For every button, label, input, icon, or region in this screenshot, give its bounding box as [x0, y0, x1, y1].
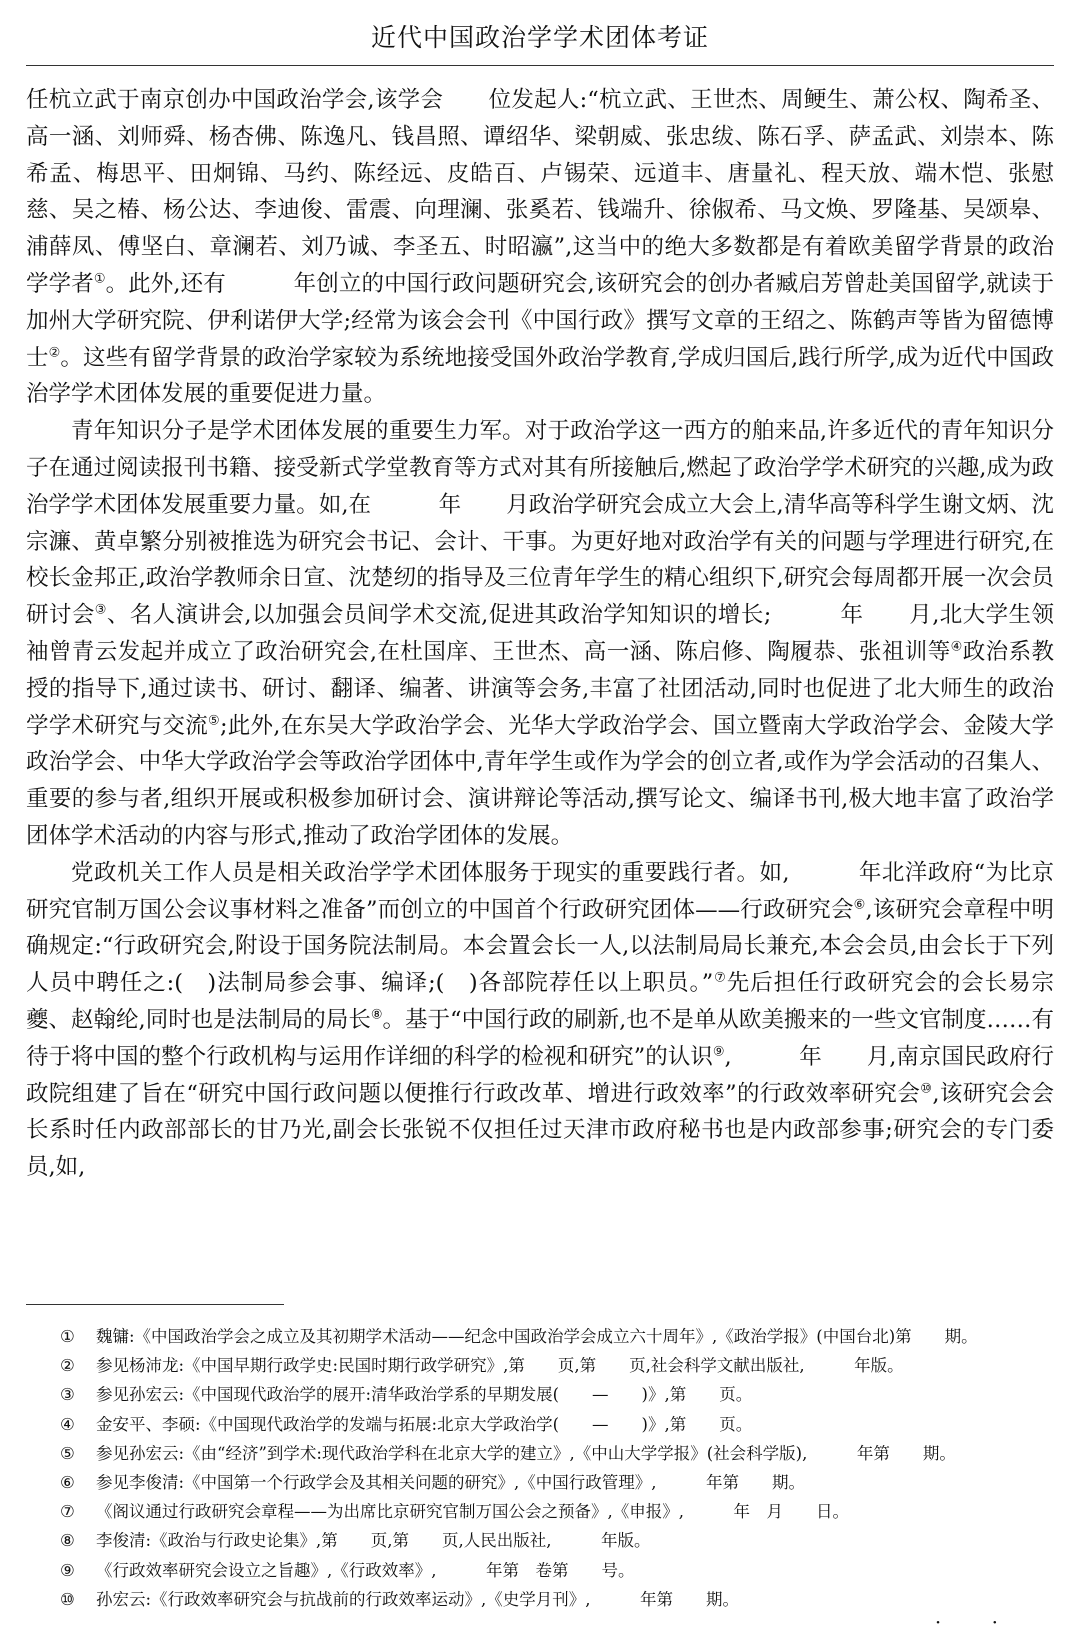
footnote-number: ② [60, 1356, 75, 1376]
footnote-text: 魏镛:《中国政治学会之成立及其初期学术活动——纪念中国政治学会成立六十周年》,《政治学报》(中国台北)第 期。 [96, 1327, 978, 1346]
footnote-item [60, 1380, 1054, 1409]
footnote-item [60, 1497, 1054, 1526]
footnote-ref: ⑩ [920, 1081, 933, 1097]
footnote-number: ⑩ [60, 1589, 75, 1609]
footnote-number: ⑨ [60, 1560, 75, 1580]
paragraph-text: ,该研究会章程中明确规定:“行政研究会,附设于国务院法制局。本会置会长一人,以法制局局长兼充,本会会员,由会长于下列人员中聘任之:( )法制局参会事、编译;( )各部院荐任以上职员。” [26, 896, 1055, 997]
footnote-item [60, 1556, 1054, 1585]
paragraph-text: 。此外,还有 年创立的中国行政问题研究会,该研究会的创办者臧启芳曾赴美国留学,就读于加州大学研究院、伊利诺伊大学;经常为该会会刊《中国行政》撰写文章的王绍之、陈鹤声等皆为留德博士 [26, 270, 1054, 371]
footnote-text: 参见李俊清:《中国第一个行政学会及其相关问题的研究》,《中国行政管理》, 年第 期。 [96, 1473, 806, 1493]
paragraph-text: ,该研究会会长系时任内政部部长的甘乃光,副会长张锐不仅担任过天津市政府秘书也是内政部参事;研究会的专门委员,如, [26, 1080, 1054, 1181]
footnote-item [60, 1585, 1054, 1614]
paragraph-text: 先后担任行政研究会的会长易宗夔、赵翰纶,同时也是法制局的局长 [26, 970, 1055, 1033]
footnote-ref: ⑨ [712, 1044, 725, 1060]
page-marker: · · [934, 1610, 1020, 1634]
footnote-text: 金安平、李硕:《中国现代政治学的发端与拓展:北京大学政治学( — )》,第 页。 [96, 1414, 753, 1434]
footnote-item [60, 1351, 1054, 1380]
footnote-text: 《行政效率研究会设立之旨趣》,《行政效率》, 年第 卷第 号。 [96, 1560, 635, 1580]
footnote-number: ① [60, 1327, 75, 1346]
footnote-ref: ⑧ [370, 1007, 383, 1023]
footnote-text: 参见孙宏云:《中国现代政治学的展开:清华政治学系的早期发展( — )》,第 页。 [96, 1385, 753, 1405]
footnote-item [60, 1468, 1054, 1497]
body-text [26, 82, 1054, 1186]
paragraph-text: 政治系教授的指导下,通过读书、研讨、翻译、编著、讲演等会务,丰富了社团活动,同时也促进了北大师生的政治学学术研究与交流 [26, 638, 1054, 739]
footnote-number: ③ [60, 1385, 75, 1405]
footnote-text: 《阁议通过行政研究会章程——为出席比京研究官制万国公会之预备》,《申报》, 年 月 日。 [96, 1502, 849, 1522]
body-paragraph [26, 413, 1054, 855]
footnote-number: ⑥ [60, 1473, 75, 1493]
footnote-number: ⑦ [60, 1502, 75, 1522]
body-paragraph [26, 82, 1054, 413]
footnotes [60, 1322, 1054, 1614]
body-paragraph [26, 855, 1054, 1186]
paragraph-text: 党政机关工作人员是相关政治学学术团体服务于现实的重要践行者。如, 年北洋政府“为比京研究官制万国公会议事材料之准备”而创立的中国首个行政研究团体——行政研究会 [26, 859, 1054, 923]
paragraph-text: 青年知识分子是学术团体发展的重要生力军。对于政治学这一西方的舶来品,许多近代的青年知识分子在通过阅读报刊书籍、接受新式学堂教育等方式对其有所接触后,燃起了政治学学术研究的兴趣,成为政治学学术团体发展重要力量。如,在 年 月政治学研究会成立大会上,清华高等科学生谢文炳、沈宗濂、黄卓繁分别被推选为研究会书记、会计、干事。为更好地对政治学有关的问题与学理进行研究,在校长金邦正,政治学教师余日宣、沈楚纫的指导及三位青年学生的精心组织下,研究会每周都开展一次会员研讨会 [26, 418, 1054, 629]
footnote-ref: ⑤ [208, 713, 220, 729]
footnote-ref: ② [48, 345, 61, 361]
footnote-text: 李俊清:《政治与行政史论集》,第 页,第 页,人民出版社, 年版。 [96, 1531, 651, 1551]
footnote-text: 参见杨沛龙:《中国早期行政学史:民国时期行政学研究》,第 页,第 页,社会科学文献出版社, 年版。 [96, 1356, 904, 1376]
paragraph-text: 任杭立武于南京创办中国政治学会,该学会 位发起人:“杭立武、王世杰、周鲠生、萧公权、陶希圣、高一涵、刘师舜、杨杏佛、陈逸凡、钱昌照、谭绍华、梁朝威、张忠绂、陈石孚、萨孟武、刘崇本、陈希孟、梅思平、田炯锦、马约、陈经远、皮皓百、卢锡荣、远道丰、唐量礼、程天放、端木恺、张慰慈、吴之椿、杨公达、李迪俊、雷震、向理澜、张奚若、钱端升、徐俶希、马文焕、罗隆基、吴颂皋、浦薛凤、傅坚白、章澜若、刘乃诚、李圣五、时昭瀛”,这当中的绝大多数都是有着欧美留学背景的政治学学者 [26, 87, 1054, 297]
footnote-ref: ① [93, 271, 106, 287]
paragraph-text: 。这些有留学背景的政治学家较为系统地接受国外政治学教育,学成归国后,践行所学,成为近代中国政治学学术团体发展的重要促进力量。 [26, 344, 1054, 408]
footnote-text: 参见孙宏云:《由“经济”到学术:现代政治学科在北京大学的建立》,《中山大学学报》(社会科学版), 年第 期。 [96, 1443, 956, 1463]
footnote-item [60, 1439, 1054, 1468]
footnote-item [60, 1410, 1054, 1439]
footnote-ref: ③ [94, 602, 107, 618]
footnote-ref: ⑦ [713, 970, 727, 986]
running-head: 近代中国政治学学术团体考证 [26, 0, 1054, 66]
footnote-number: ⑤ [60, 1443, 75, 1463]
paragraph-text: ;此外,在东吴大学政治学会、光华大学政治学会、国立暨南大学政治学会、金陵大学政治学会、中华大学政治学会等政治学团体中,青年学生或作为学会的创立者,或作为学会活动的召集人、重要的参与者,组织开展或积极参加研讨会、演讲辩论等活动,撰写论文、编译书刊,极大地丰富了政治学团体学术活动的内容与形式,推动了政治学团体的发展。 [26, 712, 1055, 849]
footnote-item [60, 1526, 1054, 1555]
footnote-number: ④ [60, 1414, 75, 1434]
footnote-ref: ④ [950, 639, 963, 655]
footnote-ref: ⑥ [853, 897, 866, 913]
footnote-number: ⑧ [60, 1531, 75, 1551]
footnote-text: 孙宏云:《行政效率研究会与抗战前的行政效率运动》,《史学月刊》, 年第 期。 [96, 1589, 740, 1609]
paragraph-text: 。基于“中国行政的刷新,也不是单从欧美搬来的一些文官制度……有待于将中国的整个行政机构与运用作详细的科学的检视和研究”的认识 [26, 1006, 1055, 1070]
paragraph-text: 、名人演讲会,以加强会员间学术交流,促进其政治学知知识的增长; 年 月,北大学生领袖曾青云发起并成立了政治研究会,在杜国庠、王世杰、高一涵、陈启修、陶履恭、张祖训等 [26, 602, 1054, 665]
footnote-item [60, 1322, 1054, 1351]
footnote-separator [26, 1304, 284, 1305]
paragraph-text: , 年 月,南京国民政府行政院组建了旨在“研究中国行政问题以便推行行政改革、增进行政效率”的行政效率研究会 [26, 1043, 1054, 1107]
